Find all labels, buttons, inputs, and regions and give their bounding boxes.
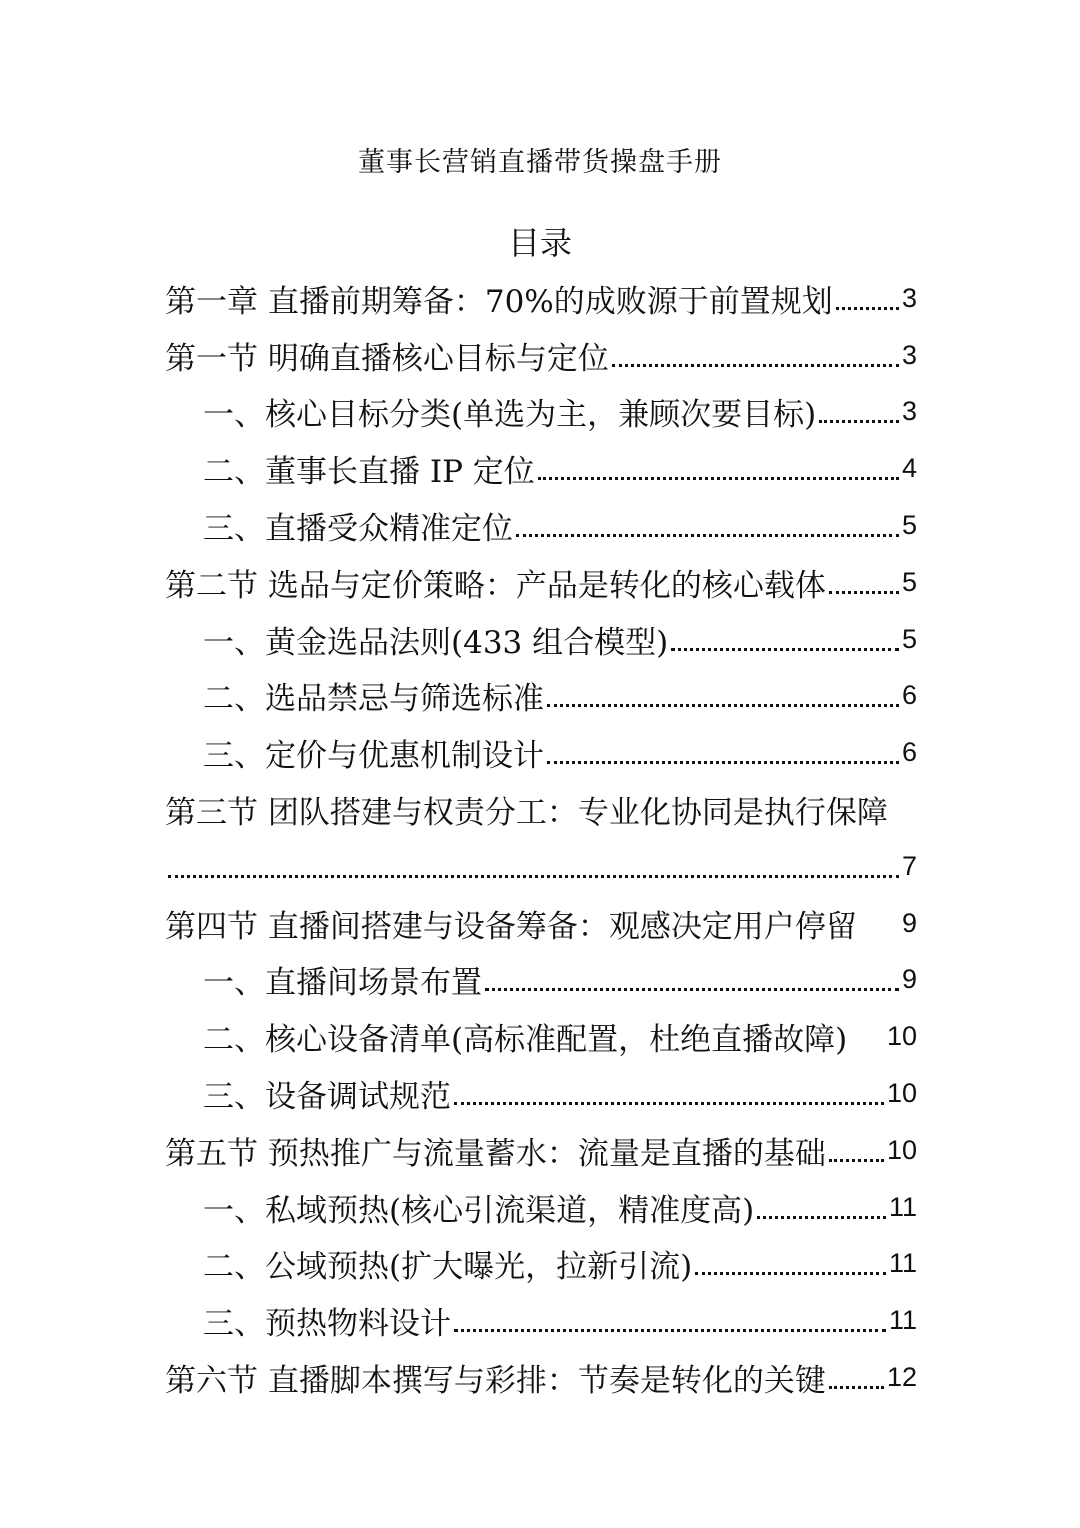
dot-leader: [829, 591, 899, 594]
toc-page-number: 9: [901, 964, 917, 995]
toc-page-number: 6: [901, 737, 917, 768]
toc-entry-text: 二、选品禁忌与筛选标准: [203, 681, 544, 718]
toc-page-number: 11: [888, 1305, 917, 1336]
toc-entry[interactable]: [165, 952, 917, 1009]
toc-entry-text: 三、直播受众精准定位: [203, 511, 513, 548]
dot-leader: [547, 704, 899, 707]
toc-entry[interactable]: [165, 1122, 917, 1179]
toc-entry[interactable]: [165, 1236, 917, 1293]
toc-page-number: 3: [901, 339, 917, 370]
dot-leader: [612, 364, 899, 367]
toc-entry-text: 一、黄金选品法则(433 组合模型): [203, 624, 669, 661]
toc-entry[interactable]: [165, 668, 917, 725]
toc-entry[interactable]: [165, 497, 917, 554]
toc-page-number: 7: [901, 850, 917, 881]
toc-entry[interactable]: [165, 1349, 917, 1406]
dot-leader: [829, 1386, 884, 1389]
toc-entry-text: 一、核心目标分类(单选为主，兼顾次要目标): [203, 397, 817, 434]
toc-page-number: 10: [886, 1078, 917, 1109]
toc-entry-text: 第五节 预热推广与流量蓄水：流量是直播的基础: [165, 1135, 826, 1172]
toc-entry[interactable]: [165, 327, 917, 384]
toc-entry[interactable]: [165, 1065, 917, 1122]
toc-page-number: 3: [901, 282, 917, 313]
toc-entry-text: 第六节 直播脚本撰写与彩排：节奏是转化的关键: [165, 1363, 826, 1400]
dot-leader: [819, 420, 899, 423]
toc-page-number: 10: [886, 1134, 917, 1165]
dot-leader: [454, 1329, 886, 1332]
toc-entry-text: 三、设备调试规范: [203, 1079, 451, 1116]
toc-entry[interactable]: [165, 895, 917, 952]
dot-leader: [671, 648, 899, 651]
dot-leader: [829, 1159, 884, 1162]
toc-page-number: 3: [901, 396, 917, 427]
toc-page-number: 10: [886, 1021, 917, 1052]
toc-entry-text: 第四节 直播间搭建与设备筹备：观感决定用户停留: [165, 908, 857, 945]
dot-leader: [695, 1272, 886, 1275]
toc-entry[interactable]: [165, 611, 917, 668]
toc-page-number: 4: [901, 453, 917, 484]
toc-entry-text: 第一章 直播前期筹备：70%的成败源于前置规划: [165, 283, 833, 320]
toc-entry[interactable]: [165, 440, 917, 497]
toc-page-number: 12: [886, 1362, 917, 1393]
toc-entry-text: 第三节 团队搭建与权责分工：专业化协同是执行保障: [165, 795, 888, 832]
toc-entry-text: 一、私域预热(核心引流渠道，精准度高): [203, 1192, 755, 1229]
toc-page-number: 5: [901, 510, 917, 541]
toc-entry-text: 第二节 选品与定价策略：产品是转化的核心载体: [165, 567, 826, 604]
toc-entry[interactable]: [165, 1008, 917, 1065]
toc-entry-text: 三、定价与优惠机制设计: [203, 738, 544, 775]
toc-entry[interactable]: [165, 781, 917, 895]
toc-entry[interactable]: [165, 724, 917, 781]
toc-entry[interactable]: [165, 554, 917, 611]
dot-leader: [538, 477, 899, 480]
toc-entry[interactable]: [165, 270, 917, 327]
dot-leader: [757, 1216, 886, 1219]
dot-leader: [168, 875, 899, 878]
toc-page-number: 6: [901, 680, 917, 711]
toc-entry-text: 一、直播间场景布置: [203, 965, 482, 1002]
dot-leader: [836, 307, 899, 310]
toc-entry-text: 二、董事长直播 IP 定位: [203, 454, 535, 491]
toc-heading: 目录: [507, 224, 572, 262]
dot-leader: [547, 761, 899, 764]
dot-leader: [485, 988, 899, 991]
toc-entry-text: 第一节 明确直播核心目标与定位: [165, 340, 609, 377]
toc-entry-text: 二、公域预热(扩大曝光，拉新引流): [203, 1249, 693, 1286]
toc-list: [165, 270, 917, 1406]
document-title: 董事长营销直播带货操盘手册: [358, 147, 722, 178]
toc-entry-text: 三、预热物料设计: [203, 1306, 451, 1343]
toc-page-number: 11: [888, 1248, 917, 1279]
toc-page-number: 5: [901, 623, 917, 654]
toc-entry[interactable]: [165, 384, 917, 441]
toc-page-number: 5: [901, 566, 917, 597]
toc-entry[interactable]: [165, 1292, 917, 1349]
dot-leader: [454, 1102, 884, 1105]
toc-page-number: 9: [901, 907, 917, 938]
toc-entry[interactable]: [165, 1179, 917, 1236]
toc-page-number: 11: [888, 1191, 917, 1222]
toc-entry-text: 二、核心设备清单(高标准配置，杜绝直播故障): [203, 1022, 848, 1059]
dot-leader: [516, 534, 899, 537]
